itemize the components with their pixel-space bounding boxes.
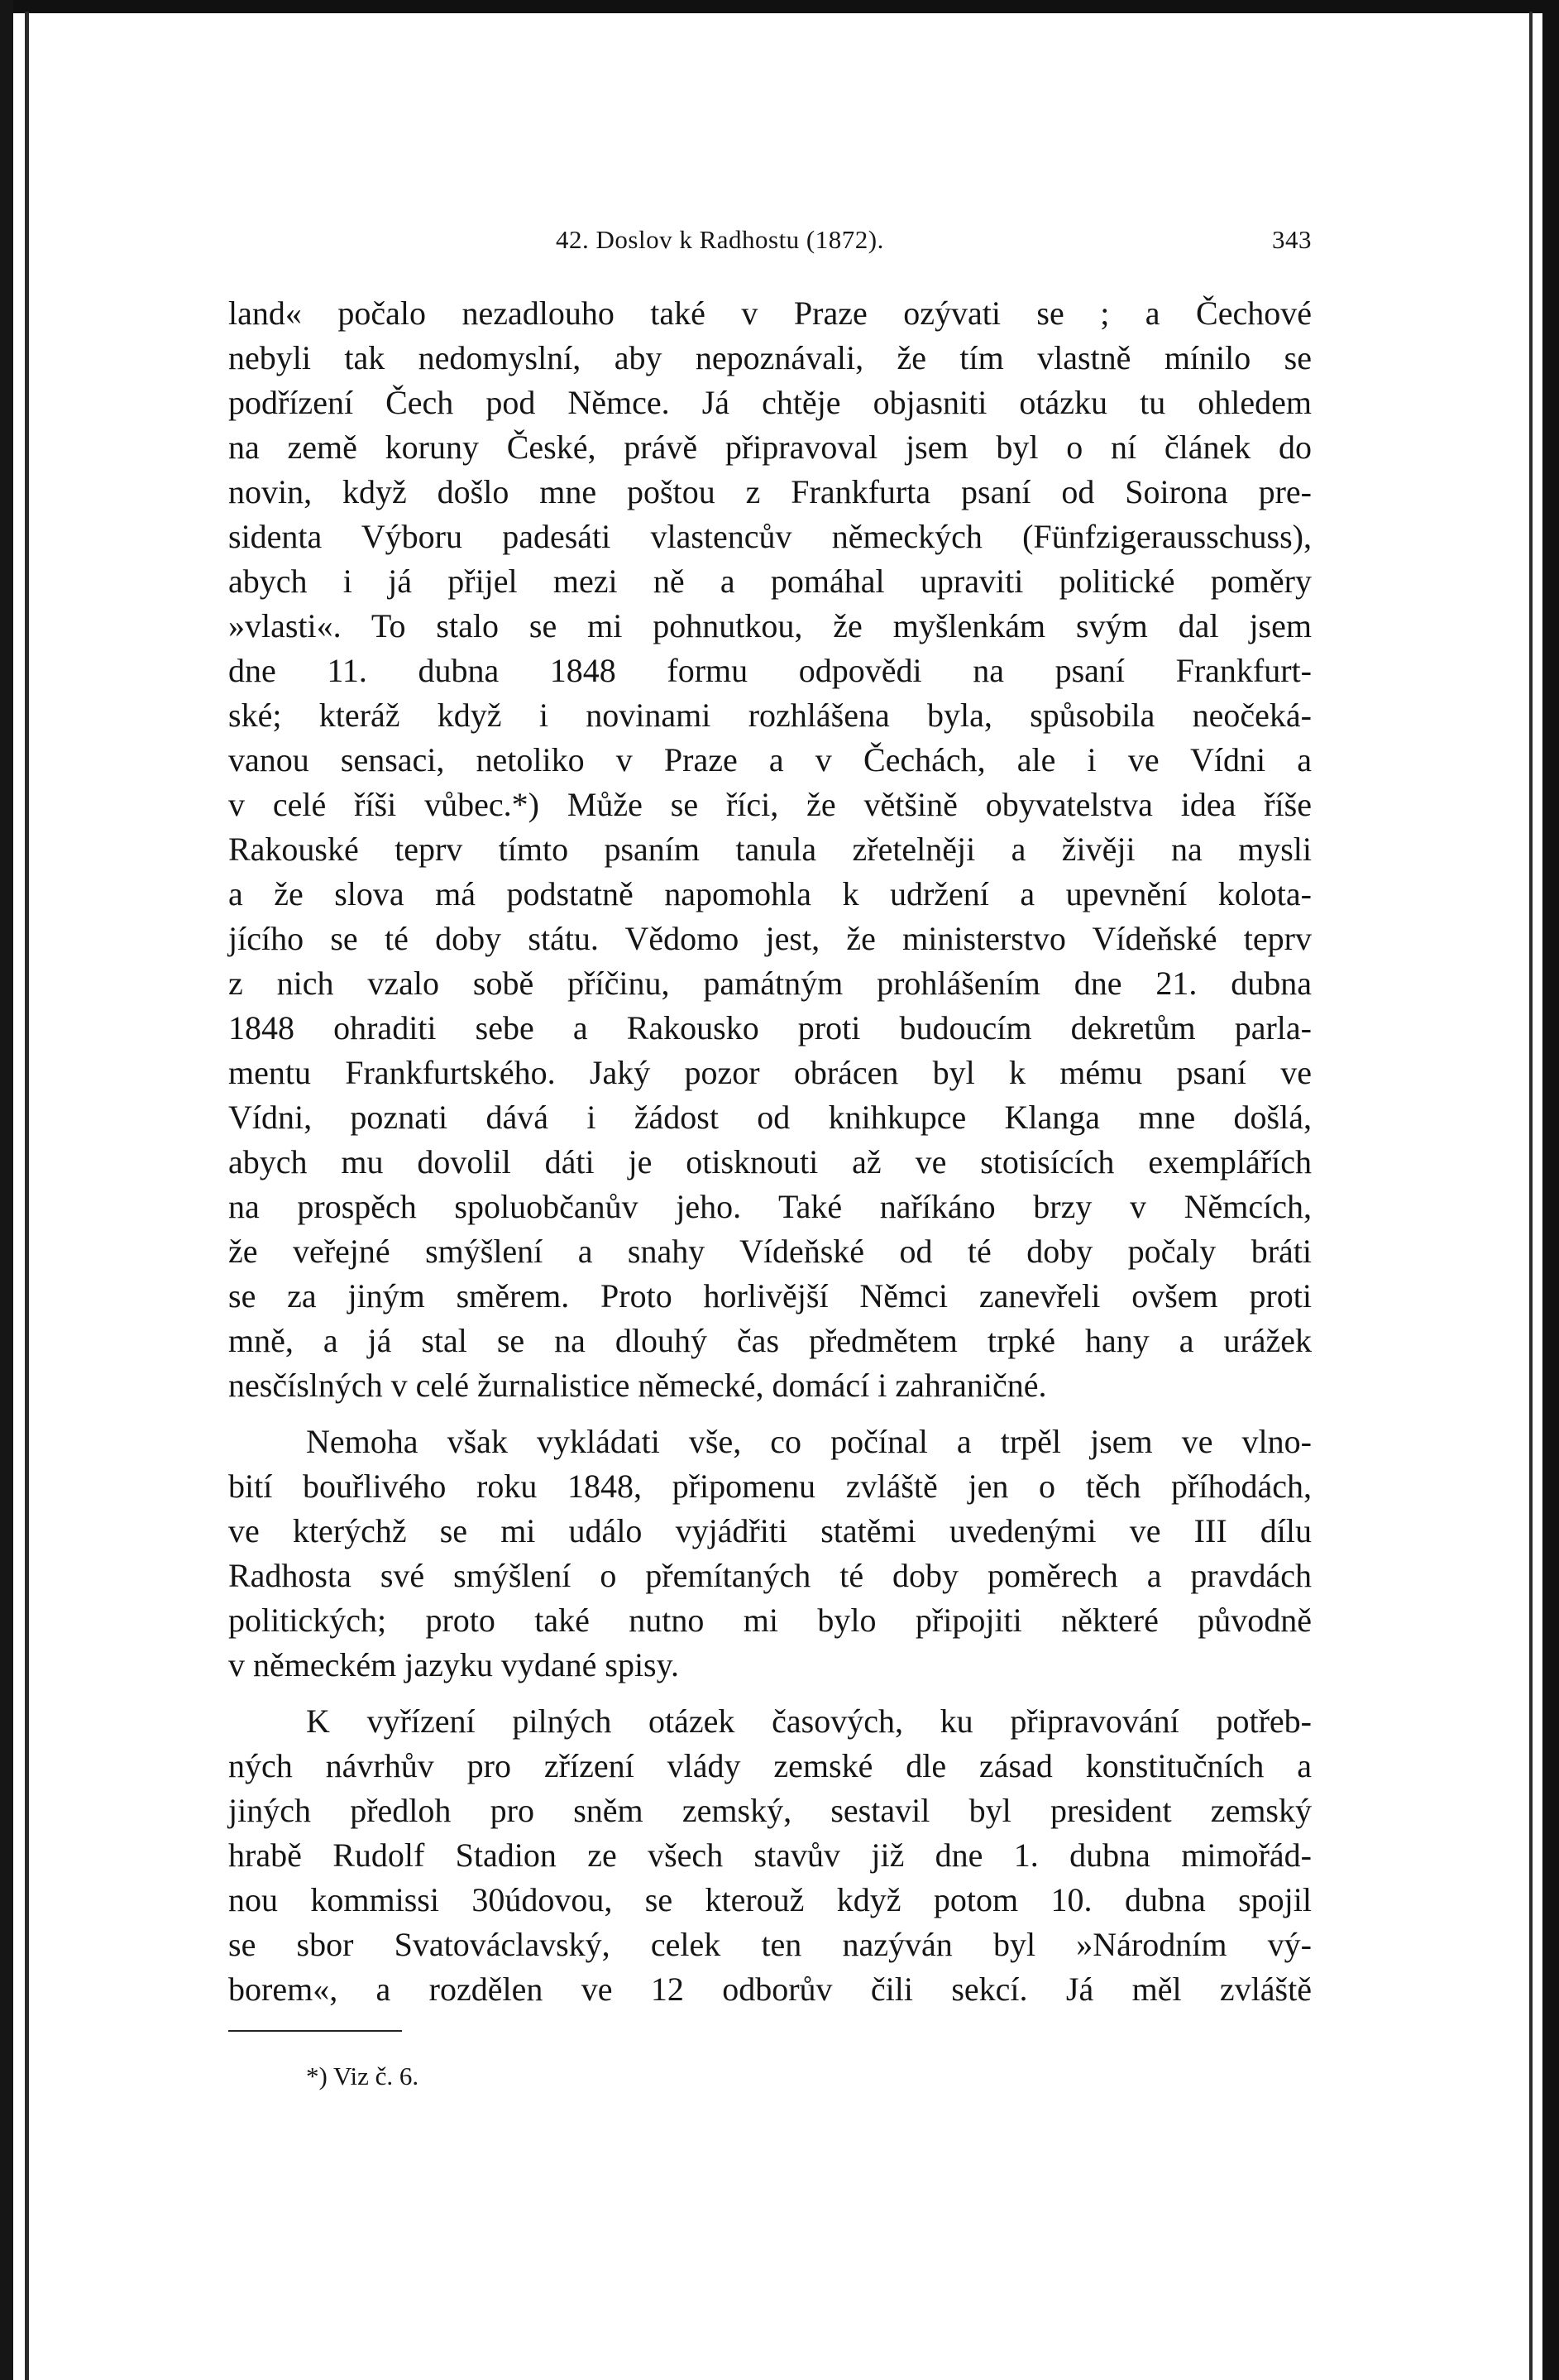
text-line: abych i já přijel mezi ně a pomáhal upraviti politické poměry — [228, 563, 1312, 600]
text-line: v celé říši vůbec.*) Může se říci, že většině obyvatelstva idea říše — [228, 786, 1312, 823]
footnote: *) Viz č. 6. — [306, 2062, 419, 2090]
text-line: Vídni, poznati dává i žádost od knihkupce Klanga mne došlá, — [228, 1099, 1312, 1136]
text-line: Rakouské teprv tímto psaním tanula zřetelněji a živěji na mysli — [228, 831, 1312, 868]
text-line: mentu Frankfurtského. Jaký pozor obrácen byl k mému psaní ve — [228, 1054, 1312, 1091]
text-line: mně, a já stal se na dlouhý čas předmětem trpké hany a urážek — [228, 1322, 1312, 1359]
text-line: hrabě Rudolf Stadion ze všech stavův již dne 1. dubna mimořád- — [228, 1836, 1312, 1874]
text-line: Nemoha však vykládati vše, co počínal a trpěl jsem ve vlno- — [306, 1423, 1312, 1460]
text-line: podřízení Čech pod Němce. Já chtěje objasniti otázku tu ohledem — [228, 384, 1312, 421]
text-line: nebyli tak nedomyslní, aby nepoznávali, že tím vlastně mínilo se — [228, 339, 1312, 376]
scan-border-left-inner — [25, 12, 29, 2380]
paragraph-2 — [228, 1420, 1312, 1688]
scan-border-right — [1542, 0, 1559, 2380]
text-line: se za jiným směrem. Proto horlivější Němci zanevřeli ovšem proti — [228, 1277, 1312, 1315]
body-text — [228, 291, 1312, 2012]
text-line: jícího se té doby státu. Vědomo jest, že ministerstvo Vídeňské teprv — [228, 920, 1312, 957]
text-line: že veřejné smýšlení a snahy Vídeňské od té doby počaly bráti — [228, 1233, 1312, 1270]
text-line: nesčíslných v celé žurnalistice německé, domácí i zahraničné. — [228, 1367, 1047, 1404]
text-line: land« počalo nezadlouho také v Praze ozývati se ; a Čechové — [228, 295, 1312, 332]
text-line: ných návrhův pro zřízení vlády zemské dle zásad konstitučních a — [228, 1747, 1312, 1784]
text-line: dne 11. dubna 1848 formu odpovědi na psaní Frankfurt- — [228, 652, 1312, 689]
text-line: nou kommissi 30údovou, se kterouž když potom 10. dubna spojil — [228, 1881, 1312, 1918]
text-line: z nich vzalo sobě příčinu, památným prohlášením dne 21. dubna — [228, 965, 1312, 1002]
text-line: vanou sensaci, netoliko v Praze a v Čechách, ale i ve Vídni a — [228, 741, 1312, 778]
text-line: politických; proto také nutno mi bylo připojiti některé původně — [228, 1602, 1312, 1639]
text-line: sidenta Výboru padesáti vlastencův německých (Fünfzigerausschuss), — [228, 518, 1312, 555]
text-line: ve kterýchž se mi událo vyjádřiti statěmi uvedenými ve III dílu — [228, 1512, 1312, 1549]
text-line: ské; kteráž když i novinami rozhlášena byla, spůsobila neočeká- — [228, 697, 1312, 734]
page-number: 343 — [1272, 225, 1312, 254]
paragraph-1 — [228, 291, 1312, 1408]
running-head — [556, 222, 1312, 258]
text-line: se sbor Svatováclavský, celek ten nazýván byl »Národním vý- — [228, 1926, 1312, 1963]
text-line: na země koruny České, právě připravoval jsem byl o ní článek do — [228, 429, 1312, 466]
text-line: bití bouřlivého roku 1848, připomenu zvláště jen o těch příhodách, — [228, 1468, 1312, 1505]
text-line: jiných předloh pro sněm zemský, sestavil byl president zemský — [228, 1792, 1312, 1829]
running-title: 42. Doslov k Radhostu (1872). — [556, 225, 884, 254]
scan-border-top — [0, 0, 1559, 13]
text-line: Radhosta své smýšlení o přemítaných té doby poměrech a pravdách — [228, 1557, 1312, 1594]
text-block — [228, 222, 1312, 2093]
text-line: v německém jazyku vydané spisy. — [228, 1646, 680, 1683]
text-line: borem«, a rozdělen ve 12 odborův čili sekcí. Já měl zvláště — [228, 1971, 1312, 2008]
text-line: »vlasti«. To stalo se mi pohnutkou, že myšlenkám svým dal jsem — [228, 607, 1312, 644]
paragraph-3 — [228, 1699, 1312, 2012]
text-line: novin, když došlo mne poštou z Frankfurta psaní od Soirona pre- — [228, 473, 1312, 510]
text-line: 1848 ohraditi sebe a Rakousko proti budoucím dekretům parla- — [228, 1009, 1312, 1046]
scan-border-left — [0, 0, 13, 2380]
footnote-rule — [228, 2030, 402, 2032]
scan-border-right-inner — [1529, 12, 1533, 2380]
text-line: na prospěch spoluobčanův jeho. Také naříkáno brzy v Němcích, — [228, 1188, 1312, 1225]
text-line: a že slova má podstatně napomohla k udržení a upevnění kolota- — [228, 875, 1312, 912]
text-line: K vyřízení pilných otázek časových, ku připravování potřeb- — [306, 1702, 1312, 1740]
text-line: abych mu dovolil dáti je otisknouti až ve stotisících exemplářích — [228, 1143, 1312, 1180]
